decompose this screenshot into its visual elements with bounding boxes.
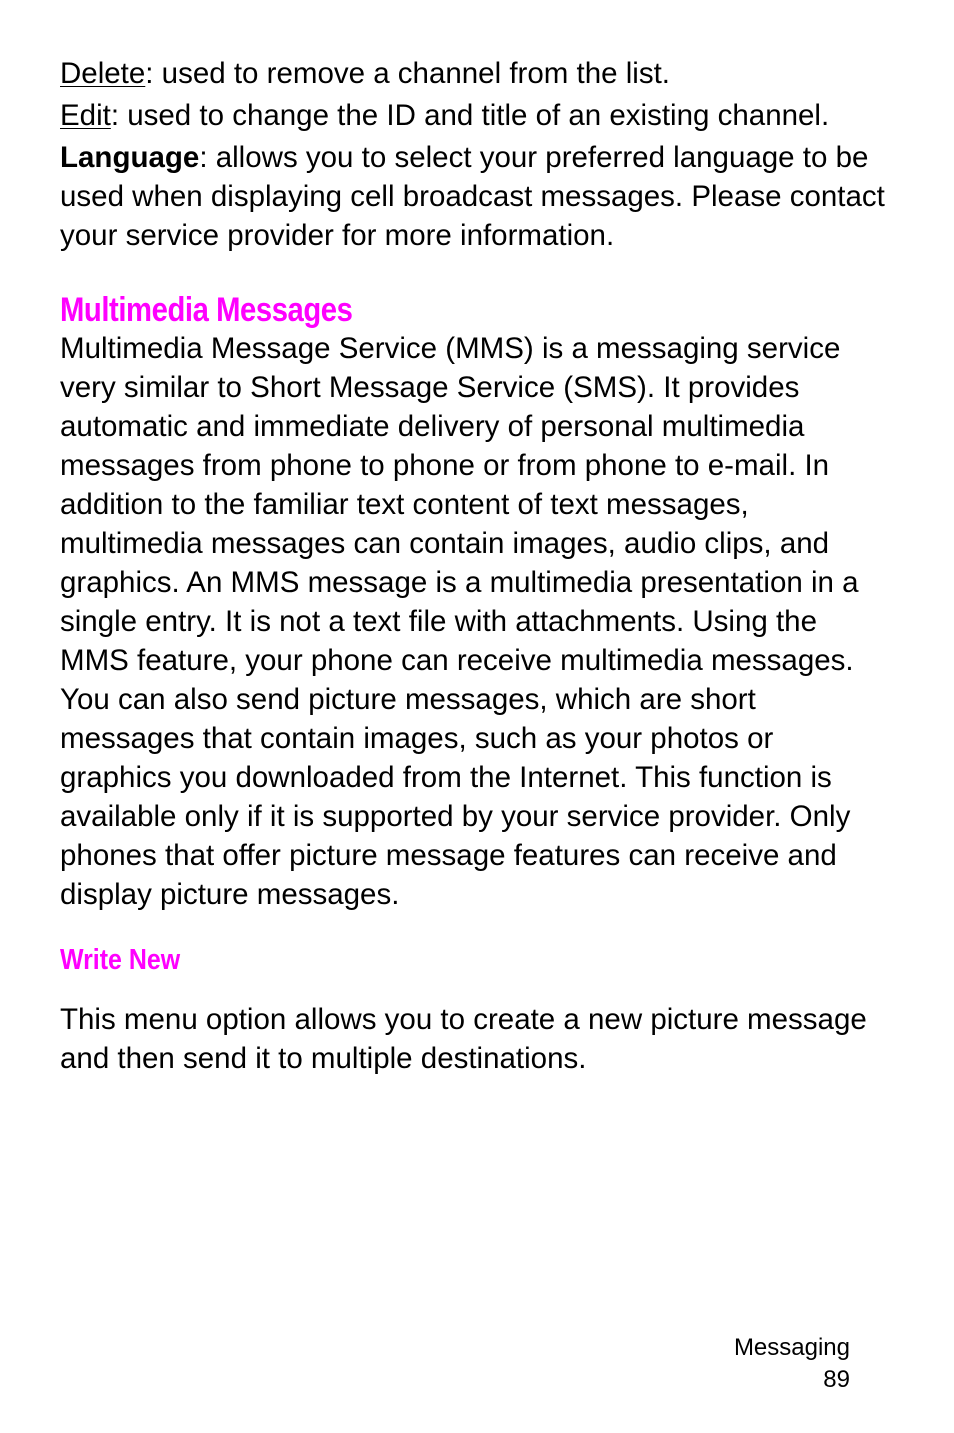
delete-text: : used to remove a channel from the list. (145, 57, 670, 90)
subsection-body: This menu option allows you to create a new picture message and then send it to multiple destinations. (60, 1003, 867, 1075)
subsection-heading: Write New (60, 944, 181, 976)
language-description (60, 138, 890, 255)
delete-description (60, 54, 890, 93)
edit-term: Edit (60, 99, 111, 132)
edit-description (60, 96, 890, 135)
section-body: Multimedia Message Service (MMS) is a messaging service very similar to Short Message Service (SMS). It provides automatic and immediate delivery of personal multimedia messages from phone to phone or from phone to e-mail. In addition to the familiar text content of text messages, multimedia messages can contain images, audio clips, and graphics. An MMS message is a multimedia presentation in a single entry. It is not a text file with attachments. Using the MMS feature, your phone can receive multimedia messages. You can also send picture messages, which are short messages that contain images, such as your photos or graphics you downloaded from the Internet. This function is available only if it is supported by your service provider. Only phones that offer picture message features can receive and display picture messages. (60, 332, 859, 911)
language-term: Language (60, 141, 200, 174)
page-footer (734, 1332, 850, 1396)
language-text: : allows you to select your preferred language to be used when displaying cell broadcast messages. Please contact your service provider for more information. (60, 141, 885, 252)
edit-text: : used to change the ID and title of an existing channel. (110, 99, 830, 132)
section-heading: Multimedia Messages (60, 291, 353, 329)
footer-chapter: Messaging (733, 1334, 850, 1361)
page-content (60, 54, 890, 1078)
footer-page-number: 89 (823, 1366, 850, 1393)
delete-term: Delete (60, 57, 146, 90)
